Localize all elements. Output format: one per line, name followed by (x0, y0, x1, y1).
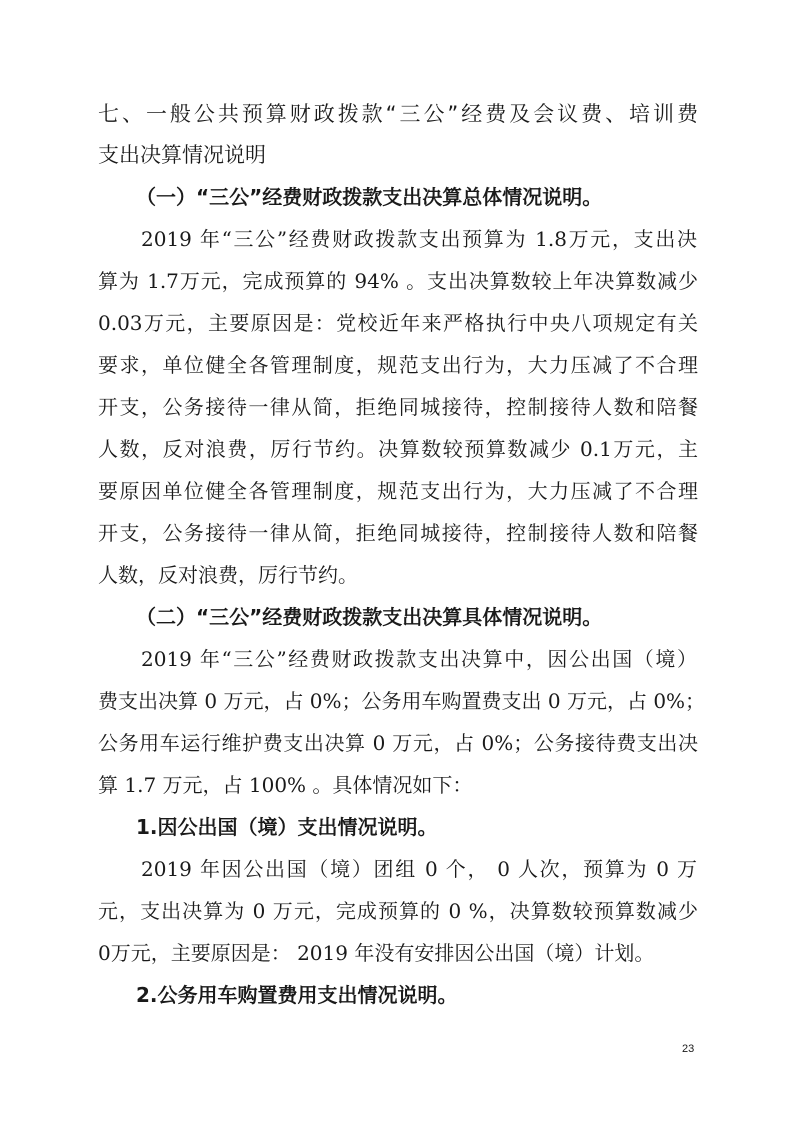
page-number: 23 (682, 1043, 695, 1055)
paragraph-2-line-4: 算 1.7 万元，占 100% 。具体情况如下： (98, 773, 473, 797)
paragraph-2-line-1: 2019 年“三公”经费财政拨款支出决算中，因公出国（境） (141, 647, 697, 671)
paragraph-1-line-4: 要求，单位健全各管理制度，规范支出行为，大力压减了不合理 (98, 353, 698, 377)
subheading-detail: （二）“三公”经费财政拨款支出决算具体情况说明。 (136, 605, 603, 629)
paragraph-1-line-3: 0.03万元，主要原因是：党校近年来严格执行中央八项规定有关 (98, 311, 698, 335)
paragraph-3-line-1: 2019 年因公出国（境）团组 0 个， 0 人次，预算为 0 万 (141, 857, 697, 881)
paragraph-1-line-1: 2019 年“三公”经费财政拨款支出预算为 1.8万元，支出决 (141, 227, 697, 251)
paragraph-1-line-6: 人数，反对浪费，厉行节约。决算数较预算数减少 0.1万元，主 (98, 437, 698, 461)
paragraph-2-line-3: 公务用车运行维护费支出决算 0 万元，占 0%；公务接待费支出决 (98, 731, 698, 755)
paragraph-1-line-5: 开支，公务接待一律从简，拒绝同城接待，控制接待人数和陪餐 (98, 395, 698, 419)
paragraph-3-line-3: 0万元，主要原因是： 2019 年没有安排因公出国（境）计划。 (98, 941, 655, 965)
subheading-overseas: 1.因公出国（境）支出情况说明。 (136, 815, 438, 839)
paragraph-1-line-7: 要原因单位健全各管理制度，规范支出行为，大力压减了不合理 (98, 479, 698, 503)
subheading-vehicle-purchase: 2.公务用车购置费用支出情况说明。 (136, 983, 458, 1007)
paragraph-2-line-2: 费支出决算 0 万元，占 0%；公务用车购置费支出 0 万元，占 0%； (98, 689, 706, 713)
subheading-overall: （一）“三公”经费财政拨款支出决算总体情况说明。 (136, 185, 603, 209)
paragraph-1-line-9: 人数，反对浪费，厉行节约。 (98, 563, 358, 587)
paragraph-3-line-2: 元，支出决算为 0 万元，完成预算的 0 %，决算数较预算数减少 (98, 899, 698, 923)
section-title-line-1: 七、一般公共预算财政拨款“三公”经费及会议费、培训费 (98, 102, 698, 126)
paragraph-1-line-8: 开支，公务接待一律从简，拒绝同城接待，控制接待人数和陪餐 (98, 521, 698, 545)
paragraph-1-line-2: 算为 1.7万元，完成预算的 94% 。支出决算数较上年决算数减少 (98, 269, 698, 293)
section-title-line-2: 支出决算情况说明 (98, 143, 266, 167)
